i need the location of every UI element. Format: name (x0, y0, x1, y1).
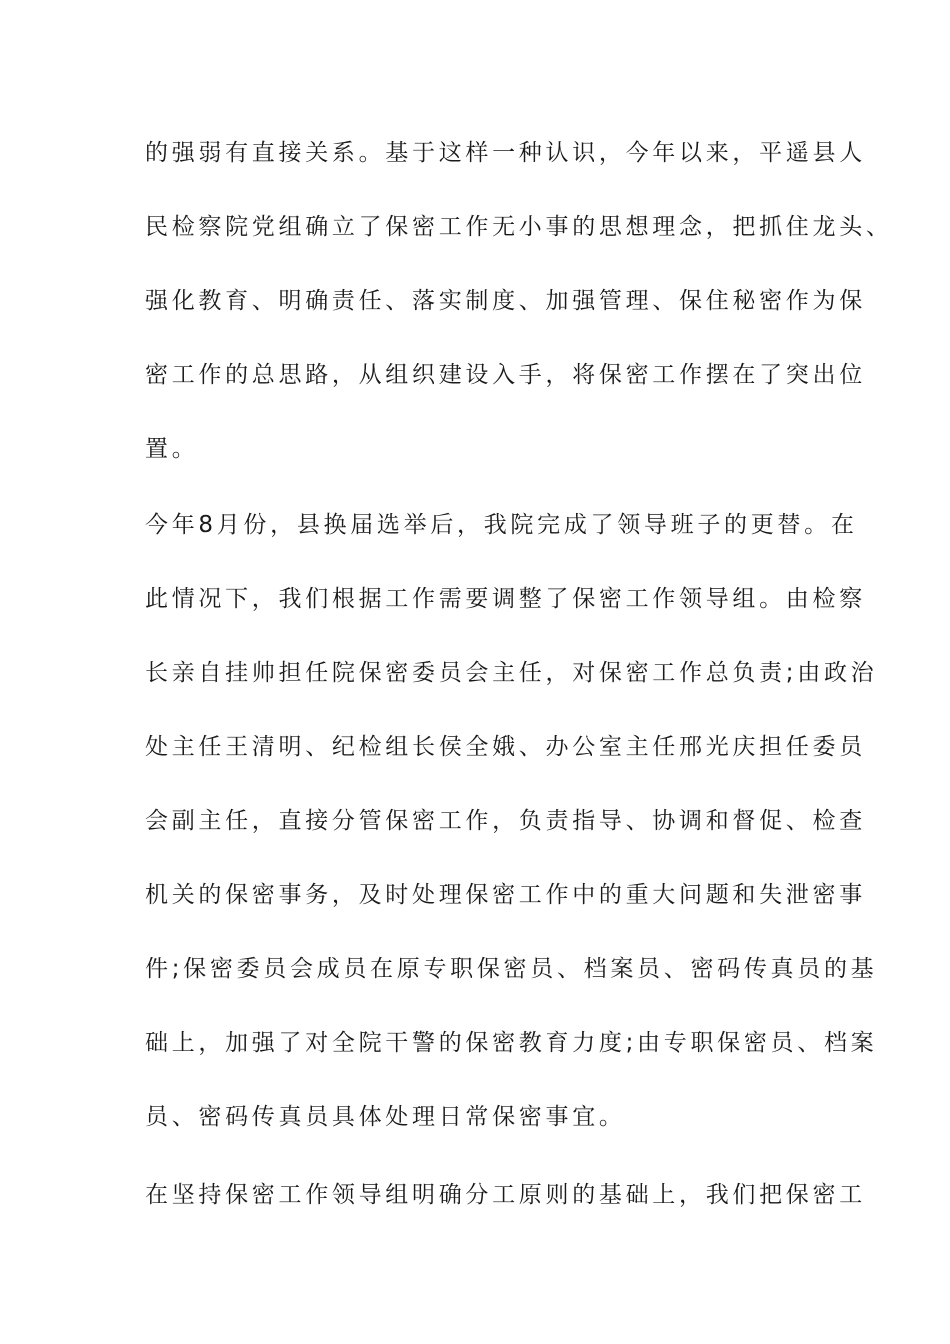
text-line: 机关的保密事务，及时处理保密工作中的重大问题和失泄密事 (145, 882, 866, 908)
text-line: 处主任王清明、纪检组长侯全娥、办公室主任邢光庆担任委员 (145, 734, 866, 760)
text-line: 今年8月份，县换届选举后，我院完成了领导班子的更替。在 (145, 512, 858, 538)
text-line: 置。 (145, 436, 199, 462)
text-line: 员、密码传真员具体处理日常保密事宜。 (145, 1104, 626, 1130)
text-line: 强化教育、明确责任、落实制度、加强管理、保住秘密作为保 (145, 288, 866, 314)
text-line: 民检察院党组确立了保密工作无小事的思想理念，把抓住龙头、 (145, 214, 893, 240)
text-line: 密工作的总思路，从组织建设入手，将保密工作摆在了突出位 (145, 362, 866, 388)
text-line: 础上，加强了对全院干警的保密教育力度;由专职保密员、档案 (145, 1030, 878, 1056)
text-line: 长亲自挂帅担任院保密委员会主任，对保密工作总负责;由政治 (145, 660, 878, 686)
text-line: 件;保密委员会成员在原专职保密员、档案员、密码传真员的基 (145, 956, 878, 982)
text-line: 的强弱有直接关系。基于这样一种认识，今年以来，平遥县人 (145, 140, 866, 166)
text-line: 此情况下，我们根据工作需要调整了保密工作领导组。由检察 (145, 586, 866, 612)
text-line: 在坚持保密工作领导组明确分工原则的基础上，我们把保密工 (145, 1182, 866, 1208)
text-line: 会副主任，直接分管保密工作，负责指导、协调和督促、检查 (145, 808, 866, 834)
